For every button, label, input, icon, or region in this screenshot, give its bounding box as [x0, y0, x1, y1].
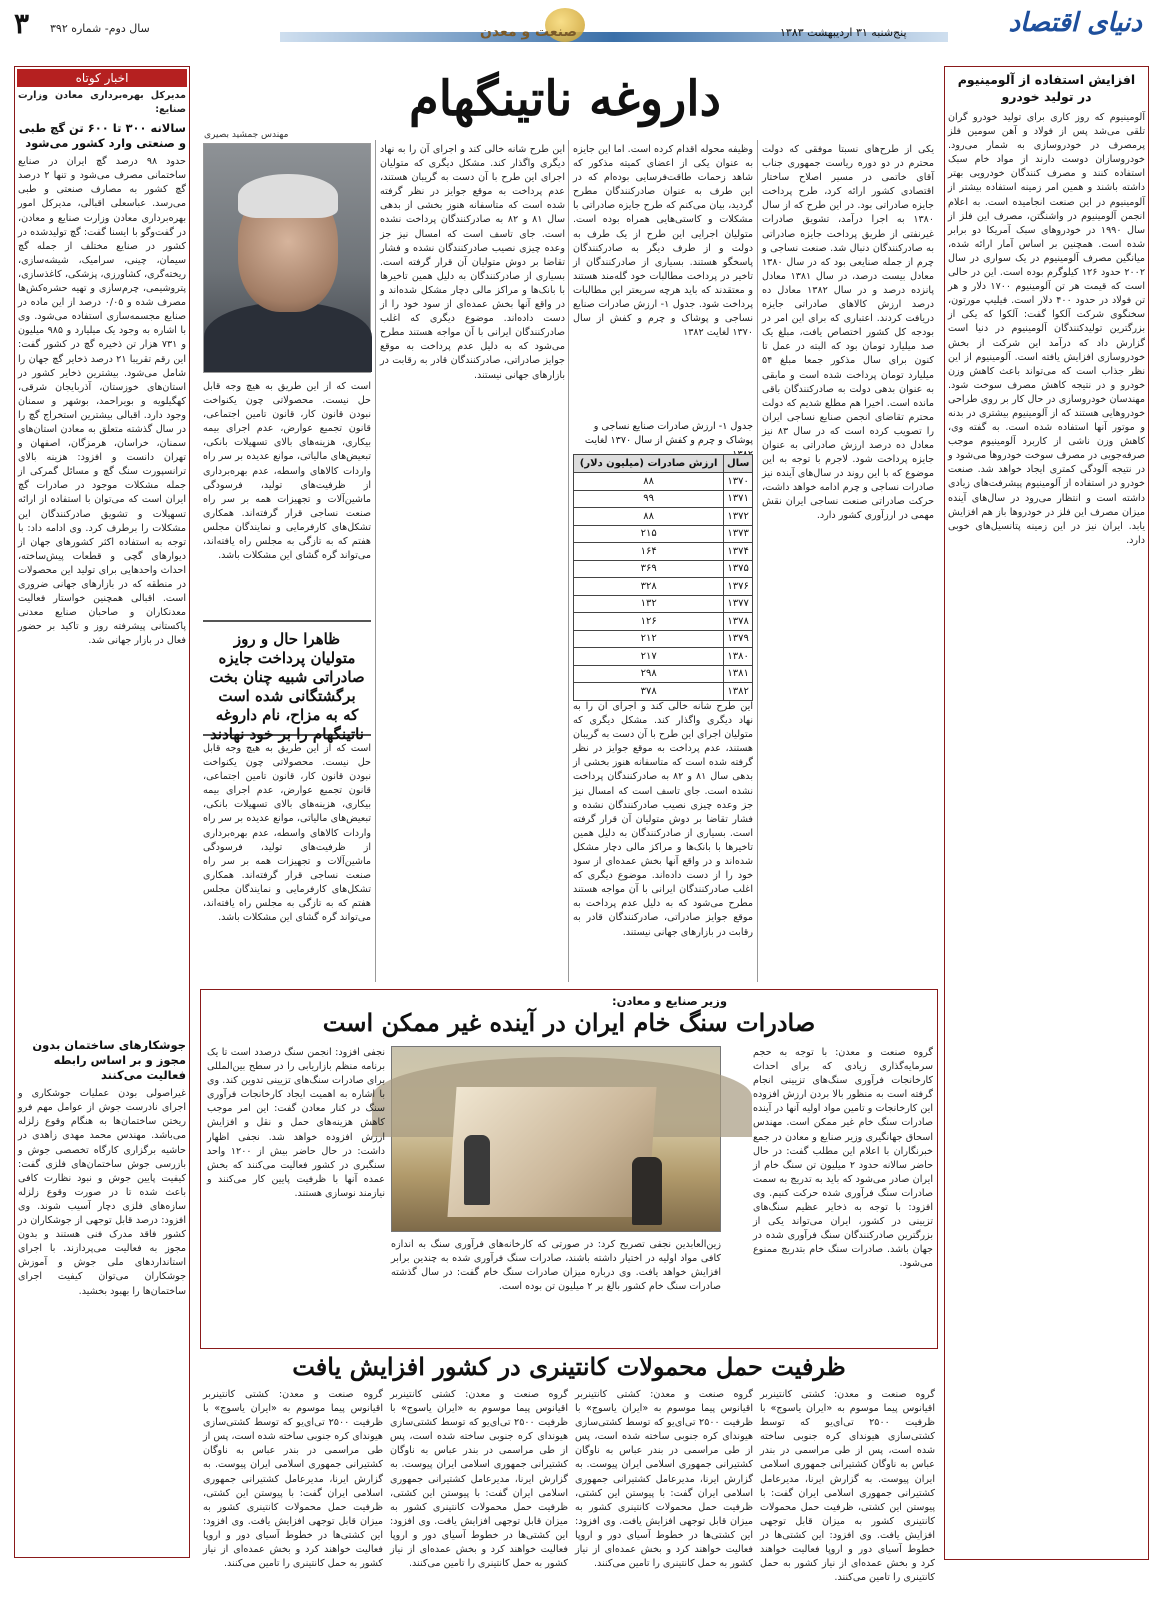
news-headline-gypsum: سالانه ۳۰۰ تا ۶۰۰ تن گچ طبی و صنعتی وارد کشور می‌شود [18, 121, 186, 151]
short-news-title: اخبار کوتاه [17, 69, 187, 87]
table-cell-value: ۳۶۹ [574, 560, 724, 578]
table-cell-year: ۱۳۷۹ [724, 630, 753, 648]
table-cell-value: ۳۲۸ [574, 578, 724, 596]
table-row [574, 560, 753, 578]
article3-title: ظرفیت حمل محمولات کانتینری در کشور افزایش یافت [292, 1352, 846, 1381]
table-row [574, 543, 753, 561]
page-header [10, 8, 1148, 42]
export-table [573, 454, 753, 701]
aluminium-body: آلومینیوم که روز کاری برای تولید خودرو گران تلقی می‌شد پس از فولاد و آهن سومین فلز پرمصرف در خودروسازی به شمار می‌رود. خودروسازان دوست دارند از مواد خام سبک استفاده کنند و مصرف کنندگان خودرویی بهتر داشته باشند و همین امر زمینه استفاده بیشتر از آلومینیوم در این صنعت انجامیده است. به اعلام انجمن آلومینیوم در واشنگتن، مصرف این فلز از سال ۱۹۹۰ در خودروهای سبک آمریکا دو برابر شده است. همچنین بر اساس آمار ارائه شده، میانگین مصرف آلومینیوم در یک سواری در سال ۲۰۰۲ حدود ۱۲۶ کیلوگرم بوده است. این در حالی است که قیمت هر تن آلومینیوم ۱۷۰۰ دلار و هر تن فولاد در حدود ۴۰۰ دلار است. فیلیپ مورتون، سخنگوی شرکت آلکوا گفت: آلکوا که یکی از بزرگترین تولیدکنندگان آلومینیوم در دنیا است گزارش داد که درآمد این شرکت از بخش خودروسازی افزایش یافته است. آلومینیوم از این نظر جذاب است که می‌تواند باعث کاهش وزن خودرو و در نتیجه کاهش مصرف سوخت شود. مهندسان خودروسازی در حال کار بر روی طراحی خودروهایی هستند که از آلومینیوم بیشتری در بدنه و موتور آنها استفاده شده است. به گفته وی، کاهش وزن ناشی از کاربرد آلومینیوم موجب صرفه‌جویی در مصرف سوخت خودروها می‌شود و در نتیجه آلودگی کمتری ایجاد خواهد شد. صنعت خودرو در استفاده از آلومینیوم پیشرفت‌های زیادی داشته است و انتظار می‌رود در سال‌های آینده میزان مصرف این فلز در خودروها باز هم افزایش یابد. ایران نیز در این زمینه پتانسیل‌های خوبی دارد. [948, 112, 1146, 546]
table-cell-year: ۱۳۷۷ [724, 595, 753, 613]
table-cell-year: ۱۳۷۵ [724, 560, 753, 578]
article2-body-mid: زین‌العابدین نجفی تصریح کرد: در صورتی که کارخانه‌های فرآوری سنگ به اندازه کافی مواد اولیه در اختیار داشته باشند، صادرات سنگ فرآوری شده به چندین برابر افزایش خواهد یافت. وی درباره میزان صادرات سنگ خام گفت: در سال گذشته صادرات سنگ خام کشور بالغ بر ۲ میلیون تن بوده است. [391, 1239, 721, 1293]
article2-body-right: گروه صنعت و معدن: با توجه به حجم سرمایه‌گذاری زیادی که برای احداث کارخانجات فرآوری سنگ‌های تزیینی انجام گرفته است به منظور بالا بردن ارزش افزوده این کارخانجات و تامین مواد اولیه آنها در آینده صادرات سنگ خام غیر ممکن است. مهندس اسحاق جهانگیری وزیر صنایع و معادن در جمع خبرنگاران با اعلام این مطلب گفت: در حال حاضر سالانه حدود ۲ میلیون تن سنگ خام از ایران صادر می‌شود که باید به تدریج به سمت صادرات سنگ فرآوری شده حرکت کنیم. وی افزود: با توجه به ذخایر عظیم سنگ‌های تزیینی در کشور، ایران می‌تواند یکی از بزرگترین صادرکنندگان سنگ فرآوری شده در جهان باشد. صادرات سنگ خام بتدریج ممنوع می‌شود. [753, 1047, 933, 1270]
newspaper-logo: دنیای اقتصاد [1008, 8, 1142, 38]
table-header-value: ارزش صادرات (میلیون دلار) [574, 455, 724, 473]
article-col-4b: است که از این طریق به هیچ وجه قابل حل نیست. محصولاتی چون یکنواخت نبودن قانون کار، قانون تامین اجتماعی، قانون تجمیع عوارض، عدم اجرای بیمه بیکاری، هزینه‌های بالای تسهیلات بانکی، تبعیض‌های مالیاتی، موانع عدیده بر سر راه واردات کالاهای واسطه، عدم بهره‌برداری از ظرفیت‌های تولید، فرسودگی ماشین‌آلات و تجهیزات همه بر سر راه صنعت نساجی قرار گرفته‌اند. همکاری تشکل‌های کارفرمایی و نمایندگان مجلس هفتم که به تازگی به مجلس راه یافته‌اند، می‌تواند گره گشای این مشکلات باشد. [203, 743, 371, 924]
table-row [574, 613, 753, 631]
stone-quarry-photo [391, 1046, 721, 1232]
table-cell-year: ۱۳۷۶ [724, 578, 753, 596]
table-cell-value: ۳۷۸ [574, 683, 724, 701]
table-cell-year: ۱۳۷۴ [724, 543, 753, 561]
table-cell-year: ۱۳۷۱ [724, 490, 753, 508]
table-row [574, 578, 753, 596]
table-cell-value: ۸۸ [574, 473, 724, 491]
table-cell-year: ۱۳۷۳ [724, 525, 753, 543]
table-row [574, 525, 753, 543]
table-cell-year: ۱۳۸۰ [724, 648, 753, 666]
column-rule [568, 140, 569, 982]
main-headline: داروغه ناتینگهام [409, 71, 721, 127]
table-row [574, 630, 753, 648]
issue-date: پنج‌شنبه ۳۱ اردیبهشت ۱۳۸۳ [780, 26, 907, 39]
table-cell-value: ۹۹ [574, 490, 724, 508]
table-cell-year: ۱۳۸۱ [724, 665, 753, 683]
table-header-year: سال [724, 455, 753, 473]
article3-col-4: گروه صنعت و معدن: کشتی کانتینربر اقیانوس پیما موسوم به «ایران یاسوج» با ظرفیت ۲۵۰۰ تی‌ای‌یو که توسط کشتی‌سازی هیوندای کره جنوبی ساخته شده است، پس از طی مراسمی در بندر عباس به ناوگان کشتیرانی جمهوری اسلامی ایران پیوست. به گزارش ایرنا، مدیرعامل کشتیرانی جمهوری اسلامی ایران گفت: با پیوستن این کشتی، ظرفیت حمل محمولات کانتینری کشور به میزان قابل توجهی افزایش یافت. وی افزود: این کشتی‌ها در خطوط آسیای دور و اروپا فعالیت خواهند کرد و بخش عمده‌ای از نیاز کشور به حمل کانتینری را تامین می‌کنند. [203, 1389, 383, 1570]
article-col-1: یکی از طرح‌های نسبتا موفقی که دولت محترم در دو دوره ریاست جمهوری جناب آقای خاتمی در مسیر اصلاح ساختار اقتصادی کشور ارائه کرد، طرح پرداخت جایزه صادراتی بود. در این طرح که از سال ۱۳۸۰ به اجرا درآمد، تشویق صادرات غیرنفتی از طریق پرداخت جایزه صادراتی به صادرکنندگان دنبال شد. صنعت نساجی و چرم از جمله صنایعی بود که در سال ۱۳۸۰ معادل بیست درصد، در سال ۱۳۸۱ معادل پانزده درصد و در سال ۱۳۸۲ معادل ده درصد ارزش کالاهای صادراتی جایزه دریافت کردند. اعتباری که برای این امر در بودجه کل کشور اختصاص یافت، مبلغ یک صد میلیارد تومان بود که البته در عمل تا کنون برای سال مذکور جمعا مبلغ ۵۴ میلیارد تومان پرداخت شده است و مابقی به عنوان بدهی دولت به صادرکنندگان باقی مانده است. اخیرا هم مطلع شدیم که دولت محترم تقاضای انجمن صنایع نساجی ایران را تصویب کرده است که در سال ۸۳ نیز معادل ده درصد ارزش صادراتی به عنوان جایزه پرداخت شود. لاجرم با توجه به این موضوع که با این روند در سال‌های آینده نیز صادرات نساجی و چرم ادامه خواهد داشت، حرکت صادراتی صنعت نساجی ایران نقش مهمی در ارزآوری کشور دارد. [762, 144, 934, 522]
table-row [574, 595, 753, 613]
table-caption: جدول ۱- ارزش صادرات صنایع نساجی و پوشاک و چرم و کفش از سال ۱۳۷۰ لغایت [584, 421, 753, 446]
table-cell-year: ۱۳۸۲ [724, 683, 753, 701]
table-cell-value: ۱۲۶ [574, 613, 724, 631]
news-headline-welders: جوشکارهای ساختمان بدون مجوز و بر اساس رابطه فعالیت می‌کنند [32, 1038, 186, 1083]
table-cell-year: ۱۳۷۰ [724, 473, 753, 491]
table-cell-value: ۱۶۴ [574, 543, 724, 561]
table-cell-value: ۲۱۲ [574, 630, 724, 648]
page-number: ۳ [14, 7, 30, 40]
issue-number: سال دوم- شماره ۳۹۲ [50, 22, 150, 35]
article-col-2b: این طرح شانه خالی کند و اجرای آن را به نهاد دیگری واگذار کند. مشکل دیگری که متولیان اجرای این طرح با آن دست به گریبان هستند، عدم پرداخت به موقع جوایز در نظر گرفته شده است که متاسفانه هنوز بخشی از بدهی سال ۸۱ و ۸۲ به صادرکنندگان پرداخت نشده است. جای تاسف است که امسال نیز جز وعده چیزی نصیب صادرکنندگان نشده و فشار تقاضا بر دوش متولیان آن قرار گرفته است. بسیاری از صادرکنندگان به دلیل همین تاخیرها با بانک‌ها و مراکز مالی دچار مشکل شده‌اند و در واقع آنها بخش عمده‌ای از سود خود را از دست داده‌اند. موضوع دیگری که اغلب صادرکنندگان ایرانی با آن مواجه هستند مطرح می‌شود که به دلیل عدم پرداخت به موقع جوایز صادراتی، صادرکنندگان قادر به رقابت در بازارهای جهانی نیستند. [573, 701, 753, 938]
article-col-4a: است که از این طریق به هیچ وجه قابل حل نیست. محصولاتی چون یکنواخت نبودن قانون کار، قانون تامین اجتماعی، قانون تجمیع عوارض، عدم اجرای بیمه بیکاری، هزینه‌های بالای تسهیلات بانکی، تبعیض‌های مالیاتی، موانع عدیده بر سر راه واردات کالاهای واسطه، عدم بهره‌برداری از ظرفیت‌های تولید، فرسودگی ماشین‌آلات و تجهیزات همه بر سر راه صنعت نساجی قرار گرفته‌اند. همکاری تشکل‌های کارفرمایی و نمایندگان مجلس هفتم که به تازگی به مجلس راه یافته‌اند، می‌تواند گره گشای این مشکلات باشد. [203, 381, 371, 562]
article2-body-left: نجفی افزود: انجمن سنگ درصدد است تا یک برنامه منظم بازاریابی را در سطح بین‌المللی برای صادرات سنگ‌های تزیینی تدوین کند. وی با اشاره به اهمیت ایجاد کارخانجات فرآوری سنگ در کنار معادن گفت: این امر موجب کاهش هزینه‌های حمل و نقل و افزایش ارزش افزوده خواهد شد. نجفی اظهار داشت: در حال حاضر بیش از ۱۲۰۰ واحد سنگبری در کشور فعالیت می‌کنند که بخش عمده آنها با ظرفیت پایین کار می‌کنند و نیازمند نوسازی هستند. [207, 1047, 385, 1199]
article3-col-2: گروه صنعت و معدن: کشتی کانتینربر اقیانوس پیما موسوم به «ایران یاسوج» با ظرفیت ۲۵۰۰ تی‌ای‌یو که توسط کشتی‌سازی هیوندای کره جنوبی ساخته شده است، پس از طی مراسمی در بندر عباس به ناوگان کشتیرانی جمهوری اسلامی ایران پیوست. به گزارش ایرنا، مدیرعامل کشتیرانی جمهوری اسلامی ایران گفت: با پیوستن این کشتی، ظرفیت حمل محمولات کانتینری کشور به میزان قابل توجهی افزایش یافت. وی افزود: این کشتی‌ها در خطوط آسیای دور و اروپا فعالیت خواهند کرد و بخش عمده‌ای از نیاز کشور به حمل کانتینری را تامین می‌کنند. [575, 1389, 753, 1570]
table-row [574, 490, 753, 508]
stone-export-article [200, 989, 938, 1349]
article2-kicker: وزیر صنایع و معادن: [612, 994, 727, 1008]
table-cell-value: ۲۱۷ [574, 648, 724, 666]
article-col-2a: وظیفه محوله اقدام کرده است. اما این جایزه به عنوان یکی از اعضای کمیته مذکور که شاهد زحمات طاقت‌فرسایی بوده‌ام که در این طرف به عنوان صادرکنندگان مطرح گردید، بیان می‌کنم که طرح جایزه صادراتی با مشکلات و کاستی‌هایی همراه بوده است. متولیان اجرایی این طرح از یک طرف به دولت و از طرف دیگر به صادرکنندگان پاسخگو هستند. بسیاری از صادرکنندگان از تاخیر در پرداخت مطالبات خود گله‌مند هستند و معتقدند که باید هرچه سریعتر این مطالبات پرداخت شود. جدول ۱- ارزش صادرات صنایع نساجی و پوشاک و چرم و کفش از سال ۱۳۷۰ لغایت ۱۳۸۲ [573, 144, 753, 339]
table-cell-value: ۱۳۲ [574, 595, 724, 613]
short-news-column [14, 66, 190, 1558]
section-title: صنعت و معدن [480, 24, 578, 40]
table-cell-value: ۲۹۸ [574, 665, 724, 683]
news-kicker: مدیرکل بهره‌برداری معادن وزارت صنایع: [18, 90, 186, 116]
table-row [574, 508, 753, 526]
table-row [574, 648, 753, 666]
column-rule [375, 140, 376, 982]
table-cell-value: ۸۸ [574, 508, 724, 526]
column-rule [757, 140, 758, 982]
article3-col-1: گروه صنعت و معدن: کشتی کانتینربر اقیانوس پیما موسوم به «ایران یاسوج» با ظرفیت ۲۵۰۰ تی‌ای‌یو که توسط کشتی‌سازی هیوندای کره جنوبی ساخته شده است، پس از طی مراسمی در بندر عباس به ناوگان کشتیرانی جمهوری اسلامی ایران پیوست. به گزارش ایرنا، مدیرعامل کشتیرانی جمهوری اسلامی ایران گفت: با پیوستن این کشتی، ظرفیت حمل محمولات کانتینری کشور به میزان قابل توجهی افزایش یافت. وی افزود: این کشتی‌ها در خطوط آسیای دور و اروپا فعالیت خواهند کرد و بخش عمده‌ای از نیاز کشور به حمل کانتینری را تامین می‌کنند. [760, 1389, 935, 1584]
table-cell-year: ۱۳۷۲ [724, 508, 753, 526]
table-cell-value: ۲۱۵ [574, 525, 724, 543]
aluminium-column [944, 66, 1149, 1560]
news-body-gypsum: حدود ۹۸ درصد گچ ایران در صنایع ساختمانی مصرف می‌شود و تنها ۲ درصد گچ کشور به مصارف صنعتی و طبی می‌رسد. عباسعلی اقبالی، مدیرکل امور بهره‌برداری معادن وزارت صنایع و معادن، در گفت‌وگو با ایسنا گفت: گچ تولیدشده در کشور در صنایع مختلف از جمله گچ سیمان، چینی، سرامیک، شیشه‌سازی، ریخته‌گری، کشاورزی، پزشکی، کاغذسازی، پتروشیمی، چرم‌سازی و تهیه حشره‌کش‌ها مصرف شده و ۰/۰۵ درصد از این ماده در صنایع مجسمه‌سازی استفاده می‌شود. وی با اشاره به وجود یک میلیارد و ۹۸۵ میلیون و ۷۳۱ هزار تن ذخیره گچ در کشور گفت: این رقم تقریبا ۲۱ درصد ذخایر گچ جهان را شامل می‌شود. بیشترین ذخایر کشور در استان‌های خوزستان، آذربایجان شرقی، کهگیلویه و بویراحمد، بوشهر و سمنان وجود دارد. اقبالی بیشترین استخراج گچ را در سال گذشته متعلق به معادن استان‌های سمنان، خراسان، هرمزگان، اصفهان و تهران دانست و افزود: هزینه بالای ترانسپورت سنگ گچ و مسائل گمرکی از جمله مشکلات موجود در صادرات گچ ایران است که می‌توان با استفاده از ارائه تسهیلات و تشویق صادرکنندگان این مشکلات را برطرف کرد. وی ادامه داد: با توجه به استفاده اکثر کشورهای جهان از دیوارهای گچی و قطعات پیش‌ساخته، احداث واحدهایی برای تولید این محصولات در منطقه که در بازارهای جهانی ضروری است. اقبالی همچنین خواستار فعالیت معدنکاران و صاحبان صنایع معدنی پاکستانی پیشرفته روز و تاکید بر حضور فعال در بازار جهانی شد. [18, 156, 187, 647]
table-row [574, 473, 753, 491]
news-body-welders: غیراصولی بودن عملیات جوشکاری و اجرای نادرست جوش از عوامل مهم فرو ریختن ساختمان‌ها به هنگام وقوع زلزله می‌باشد. مهندس محمد مهدی زاهدی در حاشیه برگزاری کارگاه تخصصی جوش و بازرسی جوش ساختمان‌های فلزی گفت: کیفیت پایین جوش و نبود نظارت کافی باعث شده تا در صورت وقوع زلزله سازه‌های فلزی دچار آسیب شوند. وی افزود: درصد قابل توجهی از جوشکاران در کشور فاقد مدرک فنی هستند و بدون مجوز به فعالیت می‌پردازند. با اجرای استانداردهای ملی جوش و آموزش جوشکاران می‌توان کیفیت اجرای ساختمان‌ها را بهبود بخشید. [18, 1088, 186, 1297]
author-byline: مهندس جمشید بصیری [204, 130, 289, 140]
author-photo [203, 143, 371, 373]
article3-col-3: گروه صنعت و معدن: کشتی کانتینربر اقیانوس پیما موسوم به «ایران یاسوج» با ظرفیت ۲۵۰۰ تی‌ای‌یو که توسط کشتی‌سازی هیوندای کره جنوبی ساخته شده است، پس از طی مراسمی در بندر عباس به ناوگان کشتیرانی جمهوری اسلامی ایران پیوست. به گزارش ایرنا، مدیرعامل کشتیرانی جمهوری اسلامی ایران گفت: با پیوستن این کشتی، ظرفیت حمل محمولات کانتینری کشور به میزان قابل توجهی افزایش یافت. وی افزود: این کشتی‌ها در خطوط آسیای دور و اروپا فعالیت خواهند کرد و بخش عمده‌ای از نیاز کشور به حمل کانتینری را تامین می‌کنند. [390, 1389, 568, 1570]
table-row [574, 683, 753, 701]
pull-quote: ظاهرا حال و روز متولیان پرداخت جایزه صادراتی شبیه چنان بخت برگشتگانی شده است که به مزاح، نام داروغه ناتینگهام را بر خود نهادند [203, 620, 371, 736]
article-col-3: این طرح شانه خالی کند و اجرای آن را به نهاد دیگری واگذار کند. مشکل دیگری که متولیان اجرای این طرح با آن دست به گریبان هستند، عدم پرداخت به موقع جوایز در نظر گرفته شده است که متاسفانه هنوز بخشی از بدهی سال ۸۱ و ۸۲ به صادرکنندگان پرداخت نشده است. جای تاسف است که امسال نیز جز وعده چیزی نصیب صادرکنندگان نشده و فشار تقاضا بر دوش متولیان آن قرار گرفته است. بسیاری از صادرکنندگان به دلیل همین تاخیرها با بانک‌ها و مراکز مالی دچار مشکل شده‌اند و در واقع آنها بخش عمده‌ای از سود خود را از دست داده‌اند. موضوع دیگری که اغلب صادرکنندگان ایرانی با آن مواجه هستند مطرح می‌شود که به دلیل عدم پرداخت به موقع جوایز صادراتی، صادرکنندگان قادر به رقابت در بازارهای جهانی نیستند. [380, 144, 566, 381]
table-cell-year: ۱۳۷۸ [724, 613, 753, 631]
article2-title: صادرات سنگ خام ایران در آینده غیر ممکن است [322, 1008, 816, 1037]
aluminium-headline: افزایش استفاده از آلومینیوم در تولید خودرو [957, 72, 1136, 104]
table-row [574, 665, 753, 683]
